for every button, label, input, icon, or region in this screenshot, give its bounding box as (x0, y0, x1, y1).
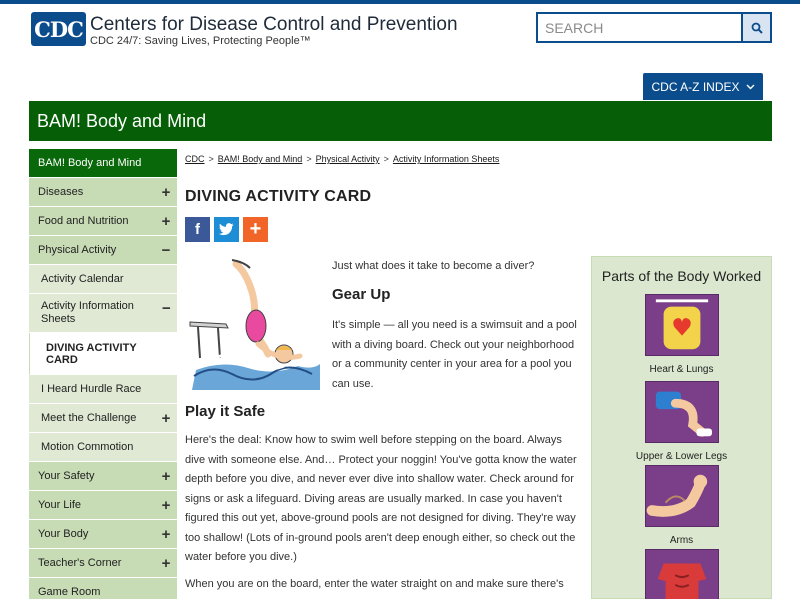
breadcrumb-link-physical-activity[interactable]: Physical Activity (315, 154, 380, 164)
sidebar-item-physical-activity[interactable] (29, 236, 177, 265)
expand-icon[interactable]: + (161, 554, 171, 572)
sidebar-item-hurdle-race[interactable] (29, 375, 177, 404)
arm-illustration (645, 465, 719, 527)
sidebar-item-label: Teacher's Corner (38, 557, 122, 569)
breadcrumb-separator: > (383, 154, 389, 164)
body-part-label: Heart & Lungs (649, 364, 714, 375)
sidebar-item-label: Food and Nutrition (38, 215, 129, 227)
sidebar-item-label: BAM! Body and Mind (38, 157, 142, 169)
body-part-label: Upper & Lower Legs (635, 451, 728, 462)
collapse-icon[interactable]: − (161, 300, 171, 317)
facebook-share-button[interactable] (185, 217, 210, 242)
sidebar-item-label: Diseases (38, 186, 84, 198)
cdc-logo-text: CDC (34, 16, 83, 42)
breadcrumb-link-cdc[interactable]: CDC (185, 154, 205, 164)
sidebar-item-bam[interactable] (29, 149, 177, 178)
breadcrumb-separator: > (306, 154, 312, 164)
twitter-icon (219, 223, 234, 236)
facebook-icon: f (195, 221, 200, 238)
site-tagline: CDC 24/7: Saving Lives, Protecting People™ (90, 35, 311, 47)
breadcrumb (185, 154, 499, 164)
expand-icon[interactable]: + (161, 212, 171, 230)
sidebar-item-label: Motion Commotion (41, 441, 134, 453)
section-banner (29, 101, 772, 141)
expand-icon[interactable]: + (161, 409, 171, 427)
sidebar-item-your-life[interactable] (29, 491, 177, 520)
banner-title[interactable]: BAM! Body and Mind (37, 111, 207, 131)
more-share-button[interactable] (243, 217, 268, 242)
body-parts-title: Parts of the Body Worked (601, 268, 762, 284)
expand-icon[interactable]: + (161, 496, 171, 514)
expand-icon[interactable]: + (161, 525, 171, 543)
sidebar-item-meet-the-challenge[interactable] (29, 404, 177, 433)
az-index-button[interactable] (643, 73, 763, 100)
breadcrumb-link-bam[interactable]: BAM! Body and Mind (217, 154, 303, 164)
twitter-share-button[interactable] (214, 217, 239, 242)
sidebar-item-activity-calendar[interactable] (29, 265, 177, 294)
social-share-bar (185, 217, 268, 242)
sidebar-item-label: Meet the Challenge (41, 412, 137, 424)
gear-up-text: It's simple — all you need is a swimsuit and a pool with a diving board. Check out your neighborhood or a community center in your area for a pool you can use. (332, 319, 577, 390)
top-accent-bar (0, 0, 800, 4)
sidebar-item-motion-commotion[interactable] (29, 433, 177, 462)
sidebar-item-label: I Heard Hurdle Race (41, 383, 142, 395)
sidebar-item-label: Activity Information Sheets (41, 300, 134, 325)
heart-lungs-illustration (645, 294, 719, 356)
sidebar-item-label: DIVING ACTIVITY CARD (46, 341, 137, 366)
sidebar-item-label: Game Room (38, 586, 101, 598)
expand-icon[interactable]: + (161, 183, 171, 201)
cdc-logo[interactable] (31, 12, 86, 46)
search-icon (751, 22, 763, 34)
sidebar-item-label: Your Life (38, 499, 82, 511)
search-input[interactable] (538, 14, 741, 41)
sidebar-item-food-nutrition[interactable] (29, 207, 177, 236)
body-part-arms[interactable] (592, 465, 771, 546)
expand-icon[interactable]: + (161, 467, 171, 485)
sidebar-item-activity-info-sheets[interactable] (29, 294, 177, 333)
sidebar-item-your-body[interactable] (29, 520, 177, 549)
breadcrumb-separator: > (208, 154, 214, 164)
page-title: DIVING ACTIVITY CARD (185, 188, 372, 205)
breadcrumb-link-activity-info-sheets[interactable]: Activity Information Sheets (392, 154, 500, 164)
search-button[interactable] (741, 14, 770, 41)
body-part-heart-lungs[interactable] (592, 294, 771, 375)
diver-illustration (188, 258, 322, 390)
sidebar-item-label: Physical Activity (38, 244, 117, 256)
board-entry-text: When you are on the board, enter the water straight on and make sure there's (185, 578, 564, 590)
sidebar-item-label: Your Safety (38, 470, 95, 482)
sidebar-item-diving-activity-card[interactable] (29, 333, 177, 375)
search-box (536, 12, 772, 43)
body-part-label: Arms (669, 535, 694, 546)
torso-illustration (645, 549, 719, 599)
collapse-icon[interactable]: − (161, 241, 171, 259)
sidebar-item-label: Activity Calendar (41, 273, 124, 285)
sidebar-item-teachers-corner[interactable] (29, 549, 177, 578)
sidebar-item-game-room[interactable] (29, 578, 177, 599)
gear-up-heading: Gear Up (332, 286, 391, 303)
play-safe-heading: Play it Safe (185, 403, 266, 420)
play-safe-text: Here's the deal: Know how to swim well before stepping on the board. Always dive with someone else. And… Protect your noggin! You've gotta know the water depth before you dive, and never ever dive into shallow water. Check around for signs or ask a lifeguard. Diving areas are usually marked. In case you haven't figured this out yet, above-ground pools are not designed for diving. They're way too shallow! (Lots of in-ground pools aren't deep enough either, so check out the water before you dive.) (185, 434, 577, 563)
legs-illustration (645, 381, 719, 443)
site-title[interactable]: Centers for Disease Control and Prevention (90, 14, 458, 35)
chevron-down-icon (746, 84, 755, 90)
intro-text: Just what does it take to become a diver? (332, 260, 535, 272)
az-index-label: CDC A-Z INDEX (651, 79, 740, 94)
sidebar-item-label: Your Body (38, 528, 89, 540)
body-part-torso[interactable] (592, 549, 771, 599)
body-parts-panel (591, 256, 772, 599)
sidebar-nav (29, 149, 177, 599)
body-part-legs[interactable] (592, 381, 771, 462)
sidebar-item-your-safety[interactable] (29, 462, 177, 491)
sidebar-item-diseases[interactable] (29, 178, 177, 207)
plus-icon: + (249, 218, 262, 240)
